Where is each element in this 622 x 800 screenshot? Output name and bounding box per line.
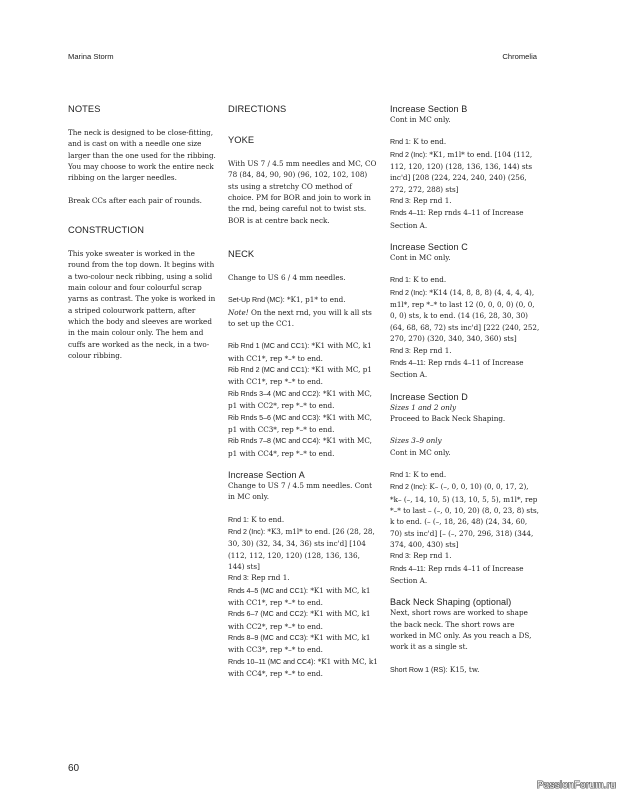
c-round-1-label: Rnd 1: — [390, 276, 411, 285]
rib-rounds-3-4-text: *K1 with MC, p1 with CC2*, rep *–* to end. — [228, 388, 372, 411]
short-row-1 — [390, 664, 540, 676]
short-row-1-label: Short Row 1 (RS): — [390, 665, 448, 674]
d-round-1-label: Rnd 1: — [390, 470, 411, 479]
rib-rounds-7-8-text: *K1 with MC, p1 with CC4*, rep *–* to end. — [228, 436, 372, 458]
c-round-3 — [390, 345, 540, 357]
notes-paragraph-2: Break CCs after each pair of rounds. — [68, 195, 202, 205]
running-header-author: Marina Storm — [68, 52, 114, 61]
b-round-3-label: Rnd 3: — [390, 197, 411, 206]
proceed-back-neck: Proceed to Back Neck Shaping. — [390, 413, 506, 423]
rib-rounds-7-8-label: Rib Rnds 7–8 (MC and CC4): — [228, 437, 321, 446]
b-round-3 — [390, 195, 540, 207]
short-row-1-text: K15, tw. — [447, 664, 480, 674]
a-round-2 — [228, 526, 378, 572]
a-round-2-label: Rnd 2 (Inc): — [228, 527, 266, 536]
d-round-3-label: Rnd 3: — [390, 552, 411, 561]
d-rounds-4-11 — [390, 563, 540, 587]
construction-heading: CONSTRUCTION — [68, 225, 145, 236]
a-rounds-6-7-text: *K1 with MC, k1 with CC2*, rep *–* to end. — [228, 609, 371, 631]
rib-rounds-5-6 — [228, 412, 378, 436]
a-rounds-8-9 — [228, 632, 378, 656]
column-directions — [228, 104, 378, 679]
d-round-3 — [390, 550, 540, 562]
a-rounds-10-11 — [228, 656, 378, 680]
note — [228, 307, 378, 330]
construction-paragraph: This yoke sweater is worked in the round from the top down. It begins with a two-colour neck ribbing, using a solid main colour and four colourful scrap yarns as contrast. The yoke is worked in a striped colourwork pattern, after which the body and sleeves are worked in the main colour only. The hem and cuffs are worked as the neck, in a two-colour ribbing. — [68, 249, 216, 361]
notes-paragraph-1: The neck is designed to be close-fitting, and is cast on with a needle one size larger than the one used for the ribbing. You may choose to work the entire neck ribbing on the larger needles. — [68, 128, 216, 183]
a-round-3 — [228, 572, 378, 584]
c-round-1 — [390, 274, 540, 286]
directions-heading-wrap — [228, 104, 378, 114]
a-round-3-text: Rep rnd 1. — [248, 573, 290, 583]
a-rounds-4-5-text: *K1 with MC, k1 with CC1*, rep *–* to end. — [228, 585, 371, 607]
a-round-1-label: Rnd 1: — [228, 515, 249, 524]
c-round-2-text: *K14 (14, 8, 8, 8) (4, 4, 4, 4), m1l*, rep *–* to last 12 (0, 0, 0, 0) (0, 0, 0, 0) sts, k to end. (14 (16, 28, 30, 30) (64, 68, 68, 72) sts inc'd] [222 (240, 252, 270, 270) (320, 340, 340, 360) sts] — [390, 287, 540, 344]
rib-rounds-7-8 — [228, 435, 378, 459]
rib-rounds-3-4 — [228, 388, 378, 412]
a-round-2-text: *K3, m1l* to end. [26 (28, 28, 30, 30) (32, 34, 34, 36) sts inc'd] [104 (112, 112, 120, 120) (128, 136, 136, 144) sts] — [228, 526, 375, 571]
rib-round-1 — [228, 340, 378, 364]
rib-round-2 — [228, 364, 378, 388]
b-rounds-4-11-text: Rep rnds 4–11 of Increase Section A. — [390, 208, 524, 230]
sizes-1-2-note: Sizes 1 and 2 only — [390, 402, 457, 412]
a-rounds-8-9-label: Rnds 8–9 (MC and CC3): — [228, 634, 309, 642]
b-rounds-4-11-label: Rnds 4–11: — [390, 209, 426, 218]
d-rounds-4-11-label: Rnds 4–11: — [390, 564, 426, 573]
c-rounds-4-11 — [390, 357, 540, 381]
a-rounds-6-7 — [228, 608, 378, 632]
yoke-paragraph: With US 7 / 4.5 mm needles and MC, CO 78 (84, 84, 90, 90) (96, 102, 102, 108) sts using a stretchy CO method of choice. PM for BOR and join to work in the rnd, being careful not to twist sts. BOR is at centre back neck. — [228, 159, 377, 225]
page-number: 60 — [68, 763, 80, 774]
d-round-1 — [390, 469, 540, 481]
watermark: PassionForum.ru — [536, 780, 616, 791]
rib-round-2-label: Rib Rnd 2 (MC and CC1): — [228, 366, 310, 375]
b-round-1 — [390, 136, 540, 148]
column-notes — [68, 104, 216, 362]
rib-rounds-3-4-label: Rib Rnds 3–4 (MC and CC2): — [228, 389, 321, 398]
b-round-2-text: *K1, m1l* to end. [104 (112, 112, 120, 120) (128, 136, 136, 144) sts inc'd] [208 (224, 224, 240, 240) (256, 272, 272, 288) sts] — [390, 149, 533, 194]
back-neck-shaping-paragraph: Next, short rows are worked to shape the back neck. The short rows are worked in MC only. As you reach a DS, work it as a single st. — [390, 608, 532, 652]
c-rounds-4-11-label: Rnds 4–11: — [390, 358, 426, 367]
directions-heading: DIRECTIONS — [228, 104, 287, 114]
b-round-2 — [390, 149, 540, 195]
d-round-2-label: Rnd 2 (Inc): — [390, 483, 428, 492]
d-round-3-text: Rep rnd 1. — [410, 551, 452, 561]
a-round-1 — [228, 514, 378, 526]
neck-paragraph: Change to US 6 / 4 mm needles. — [228, 273, 346, 283]
neck-heading: NECK — [228, 249, 255, 260]
a-rounds-4-5 — [228, 585, 378, 609]
c-round-3-label: Rnd 3: — [390, 346, 411, 355]
back-neck-shaping-heading: Back Neck Shaping (optional) — [390, 597, 512, 608]
c-round-3-text: Rep rnd 1. — [410, 345, 452, 355]
b-round-1-text: K to end. — [410, 137, 447, 147]
a-rounds-10-11-label: Rnds 10–11 (MC and CC4): — [228, 657, 316, 666]
column-increase-sections — [390, 104, 540, 676]
running-header-title: Chromelia — [502, 52, 537, 61]
d-round-1-text: K to end. — [410, 469, 447, 479]
setup-round-label: Set-Up Rnd (MC): — [228, 296, 285, 305]
c-rounds-4-11-text: Rep rnds 4–11 of Increase Section A. — [390, 357, 524, 380]
b-round-1-label: Rnd 1: — [390, 138, 411, 147]
notes-heading: NOTES — [68, 104, 101, 114]
increase-section-a-paragraph: Change to US 7 / 4.5 mm needles. Cont in MC only. — [228, 480, 373, 502]
a-rounds-6-7-label: Rnds 6–7 (MC and CC2): — [228, 610, 309, 619]
c-round-2-label: Rnd 2 (Inc): — [390, 288, 428, 297]
b-round-3-text: Rep rnd 1. — [410, 196, 452, 206]
b-round-2-label: Rnd 2 (Inc): — [390, 150, 428, 159]
d-round-2-text: K– (–, 0, 0, 10) (0, 0, 17, 2), *k– (–, 14, 10, 5) (13, 10, 5, 5), m1l*, rep *–* to last – (–, 0, 10, 20) (8, 0, 23, 8) sts, k to end. (– (–, 18, 26, 48) (24, 34, 60, 70) sts inc'd] [– (–, 270, 296, 318) (344, 374, 400, 430) sts] — [390, 482, 539, 549]
rib-rounds-5-6-label: Rib Rnds 5–6 (MC and CC3): — [228, 413, 321, 422]
note-text: On the next rnd, you will k all sts to set up the CC1. — [228, 307, 372, 329]
setup-round-text: *K1, p1* to end. — [284, 295, 346, 305]
increase-section-a-heading: Increase Section A — [228, 469, 305, 480]
a-round-3-label: Rnd 3: — [228, 574, 249, 583]
increase-section-c-paragraph: Cont in MC only. — [390, 253, 451, 263]
rib-round-2-text: *K1 with MC, p1 with CC1*, rep *–* to end. — [228, 365, 372, 387]
d-rounds-4-11-text: Rep rnds 4–11 of Increase Section A. — [390, 563, 524, 585]
c-round-2 — [390, 287, 540, 345]
a-rounds-8-9-text: *K1 with MC, k1 with CC3*, rep *–* to end. — [228, 633, 371, 655]
d-round-2 — [390, 481, 540, 550]
increase-section-d-paragraph: Cont in MC only. — [390, 447, 451, 457]
increase-section-b-paragraph: Cont in MC only. — [390, 115, 451, 124]
rib-round-1-label: Rib Rnd 1 (MC and CC1): — [228, 342, 310, 351]
a-rounds-10-11-text: *K1 with MC, k1 with CC4*, rep *–* to end. — [228, 656, 378, 679]
rib-rounds-5-6-text: *K1 with MC, p1 with CC3*, rep *–* to end. — [228, 412, 372, 434]
b-rounds-4-11 — [390, 207, 540, 231]
a-rounds-4-5-label: Rnds 4–5 (MC and CC1): — [228, 586, 309, 595]
increase-section-c-heading: Increase Section C — [390, 242, 468, 253]
rib-round-1-text: *K1 with MC, k1 with CC1*, rep *–* to end. — [228, 341, 372, 363]
setup-round — [228, 294, 378, 306]
note-label: Note! — [228, 307, 249, 317]
a-round-1-text: K to end. — [248, 514, 285, 524]
increase-section-d-heading: Increase Section D — [390, 391, 468, 402]
c-round-1-text: K to end. — [410, 275, 447, 285]
yoke-heading: YOKE — [228, 135, 255, 145]
increase-section-b-heading: Increase Section B — [390, 104, 468, 114]
sizes-3-9-note: Sizes 3–9 only — [390, 436, 442, 446]
